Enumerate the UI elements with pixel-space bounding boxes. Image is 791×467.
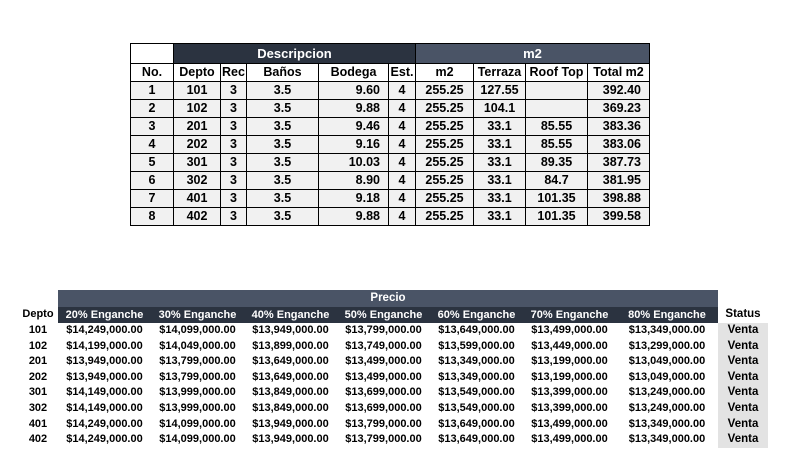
price-cell: $13,799,000.00 bbox=[345, 433, 422, 446]
price-cell: $13,199,000.00 bbox=[531, 355, 608, 368]
status-cell: Venta bbox=[718, 417, 768, 433]
price-cell: $13,949,000.00 bbox=[66, 370, 143, 383]
table-cell: 9.18 bbox=[319, 190, 389, 208]
table-cell: 3.5 bbox=[247, 172, 319, 190]
enganche-column-header: 70% Enganche bbox=[523, 307, 616, 323]
price-cell: $13,349,000.00 bbox=[438, 355, 515, 368]
table-row bbox=[18, 385, 768, 401]
table-cell: 255.25 bbox=[416, 208, 474, 226]
price-cell: $13,949,000.00 bbox=[66, 355, 143, 368]
price-cell: $13,949,000.00 bbox=[252, 433, 329, 446]
column-header: Total m2 bbox=[588, 64, 650, 82]
table-cell: 101.35 bbox=[526, 208, 588, 226]
table-cell: 383.36 bbox=[588, 118, 650, 136]
table-cell: 3 bbox=[221, 208, 247, 226]
price-cell: $13,649,000.00 bbox=[252, 370, 329, 383]
enganche-column-header: 50% Enganche bbox=[337, 307, 430, 323]
table-cell: 6 bbox=[131, 172, 174, 190]
table-row bbox=[131, 154, 650, 172]
column-header: m2 bbox=[416, 64, 474, 82]
price-cell: $14,149,000.00 bbox=[66, 386, 143, 399]
table-cell: 392.40 bbox=[588, 82, 650, 100]
status-cell: Venta bbox=[718, 354, 768, 370]
table-cell: 301 bbox=[174, 154, 221, 172]
table-cell: 3.5 bbox=[247, 208, 319, 226]
price-cell: $13,199,000.00 bbox=[531, 370, 608, 383]
price-cell: $13,749,000.00 bbox=[345, 339, 422, 352]
table-row bbox=[18, 401, 768, 417]
table-cell: 383.06 bbox=[588, 136, 650, 154]
table-cell: 10.03 bbox=[319, 154, 389, 172]
table-cell: 3 bbox=[221, 118, 247, 136]
price-cell: $13,349,000.00 bbox=[628, 417, 706, 430]
price-cell: $13,549,000.00 bbox=[438, 386, 515, 399]
price-cell: $13,349,000.00 bbox=[438, 370, 515, 383]
table-row bbox=[131, 190, 650, 208]
price-cell: $14,099,000.00 bbox=[159, 433, 236, 446]
price-cell: $14,099,000.00 bbox=[159, 417, 236, 430]
table-cell: 201 bbox=[174, 118, 221, 136]
price-cell: $13,449,000.00 bbox=[531, 339, 608, 352]
column-header: Baños bbox=[247, 64, 319, 82]
column-header: Depto bbox=[174, 64, 221, 82]
price-title: Precio bbox=[58, 290, 718, 307]
table-cell: 9.88 bbox=[319, 208, 389, 226]
table-row bbox=[18, 417, 768, 433]
table-cell: 387.73 bbox=[588, 154, 650, 172]
column-header-row bbox=[131, 64, 650, 82]
column-header: Bodega bbox=[319, 64, 389, 82]
table-row bbox=[131, 172, 650, 190]
table-cell: 33.1 bbox=[474, 190, 526, 208]
price-title-row bbox=[18, 290, 768, 307]
depto-header: Depto bbox=[22, 308, 54, 321]
table-cell: 33.1 bbox=[474, 118, 526, 136]
depto-cell: 402 bbox=[28, 433, 48, 446]
table-cell: 7 bbox=[131, 190, 174, 208]
enganche-column-header: 40% Enganche bbox=[244, 307, 337, 323]
price-cell: $13,699,000.00 bbox=[345, 401, 422, 414]
blank-corner-cell bbox=[131, 44, 174, 64]
price-cell: $14,099,000.00 bbox=[159, 324, 236, 336]
table-cell: 9.16 bbox=[319, 136, 389, 154]
table-row bbox=[18, 354, 768, 370]
column-header: Rec bbox=[221, 64, 247, 82]
table-cell: 3.5 bbox=[247, 136, 319, 154]
table-cell: 3.5 bbox=[247, 118, 319, 136]
price-cell: $13,799,000.00 bbox=[159, 355, 236, 368]
table-cell: 255.25 bbox=[416, 100, 474, 118]
price-cell: $14,249,000.00 bbox=[66, 324, 143, 336]
table-cell: 1 bbox=[131, 82, 174, 100]
table-cell: 3 bbox=[221, 100, 247, 118]
table-cell: 33.1 bbox=[474, 136, 526, 154]
depto-cell: 201 bbox=[28, 355, 48, 368]
enganche-column-header: 20% Enganche bbox=[58, 307, 151, 323]
table-cell: 369.23 bbox=[588, 100, 650, 118]
price-cell: $13,399,000.00 bbox=[531, 401, 608, 414]
table-cell: 3.5 bbox=[247, 154, 319, 172]
table-cell: 255.25 bbox=[416, 190, 474, 208]
depto-cell: 102 bbox=[28, 339, 48, 352]
table-row bbox=[18, 323, 768, 339]
price-cell: $13,049,000.00 bbox=[628, 355, 706, 368]
units-table bbox=[130, 43, 650, 226]
table-cell: 3 bbox=[221, 154, 247, 172]
table-cell bbox=[526, 100, 588, 118]
table-cell: 255.25 bbox=[416, 172, 474, 190]
table-cell: 33.1 bbox=[474, 172, 526, 190]
table-cell bbox=[526, 82, 588, 100]
table-cell: 255.25 bbox=[416, 154, 474, 172]
table-cell: 4 bbox=[389, 82, 416, 100]
table-cell: 3 bbox=[131, 118, 174, 136]
depto-cell: 401 bbox=[28, 417, 48, 430]
status-header: Status bbox=[725, 308, 761, 321]
price-cell: $13,899,000.00 bbox=[252, 339, 329, 352]
table-cell: 399.58 bbox=[588, 208, 650, 226]
price-cell: $13,799,000.00 bbox=[345, 417, 422, 430]
price-cell: $14,049,000.00 bbox=[159, 339, 236, 352]
status-cell: Venta bbox=[718, 385, 768, 401]
price-cell: $13,249,000.00 bbox=[628, 401, 706, 414]
table-row bbox=[131, 100, 650, 118]
price-cell: $13,049,000.00 bbox=[628, 370, 706, 383]
price-cell: $13,649,000.00 bbox=[252, 355, 329, 368]
price-cell: $13,949,000.00 bbox=[252, 417, 329, 430]
price-cell: $13,849,000.00 bbox=[252, 401, 329, 414]
column-header: Terraza bbox=[474, 64, 526, 82]
price-cell: $13,649,000.00 bbox=[438, 417, 515, 430]
table-cell: 302 bbox=[174, 172, 221, 190]
table-cell: 9.60 bbox=[319, 82, 389, 100]
price-cell: $13,499,000.00 bbox=[345, 370, 422, 383]
price-cell: $13,299,000.00 bbox=[628, 339, 706, 352]
price-cell: $14,199,000.00 bbox=[66, 339, 143, 352]
price-title-spacer bbox=[18, 290, 58, 307]
status-cell: Venta bbox=[718, 323, 768, 339]
price-cell: $13,599,000.00 bbox=[438, 339, 515, 352]
price-cell: $13,999,000.00 bbox=[159, 401, 236, 414]
table-cell: 3 bbox=[221, 190, 247, 208]
group-header-row bbox=[131, 44, 650, 64]
table-cell: 398.88 bbox=[588, 190, 650, 208]
table-cell: 8.90 bbox=[319, 172, 389, 190]
price-cell: $13,499,000.00 bbox=[345, 355, 422, 368]
table-cell: 104.1 bbox=[474, 100, 526, 118]
column-header: No. bbox=[131, 64, 174, 82]
table-cell: 255.25 bbox=[416, 136, 474, 154]
price-cell: $13,249,000.00 bbox=[628, 386, 706, 399]
table-cell: 3 bbox=[221, 172, 247, 190]
table-cell: 4 bbox=[389, 100, 416, 118]
table-cell: 381.95 bbox=[588, 172, 650, 190]
table-cell: 4 bbox=[389, 190, 416, 208]
table-cell: 3 bbox=[221, 82, 247, 100]
table-cell: 3.5 bbox=[247, 100, 319, 118]
table-row bbox=[18, 432, 768, 448]
group-header-m2: m2 bbox=[416, 44, 650, 64]
depto-cell: 202 bbox=[28, 370, 48, 383]
table-row bbox=[131, 82, 650, 100]
status-cell: Venta bbox=[718, 432, 768, 448]
table-cell: 85.55 bbox=[526, 136, 588, 154]
table-row bbox=[18, 339, 768, 355]
table-row bbox=[18, 370, 768, 386]
price-cell: $13,799,000.00 bbox=[159, 370, 236, 383]
table-cell: 4 bbox=[389, 172, 416, 190]
group-header-descripcion: Descripcion bbox=[174, 44, 416, 64]
price-cell: $13,649,000.00 bbox=[438, 324, 515, 336]
table-cell: 5 bbox=[131, 154, 174, 172]
price-cell: $13,399,000.00 bbox=[531, 386, 608, 399]
price-cell: $13,999,000.00 bbox=[159, 386, 236, 399]
table-cell: 101 bbox=[174, 82, 221, 100]
price-title-spacer-right bbox=[718, 290, 768, 307]
table-cell: 4 bbox=[389, 136, 416, 154]
table-cell: 401 bbox=[174, 190, 221, 208]
table-cell: 8 bbox=[131, 208, 174, 226]
table-cell: 84.7 bbox=[526, 172, 588, 190]
price-cell: $14,249,000.00 bbox=[66, 433, 143, 446]
table-cell: 255.25 bbox=[416, 82, 474, 100]
table-cell: 3.5 bbox=[247, 190, 319, 208]
table-row bbox=[131, 136, 650, 154]
table-cell: 85.55 bbox=[526, 118, 588, 136]
price-table bbox=[18, 290, 768, 448]
price-cell: $14,149,000.00 bbox=[66, 401, 143, 414]
depto-cell: 302 bbox=[28, 401, 48, 414]
table-cell: 33.1 bbox=[474, 154, 526, 172]
price-cell: $13,499,000.00 bbox=[531, 324, 608, 336]
status-cell: Venta bbox=[718, 370, 768, 386]
table-cell: 33.1 bbox=[474, 208, 526, 226]
table-row bbox=[131, 118, 650, 136]
table-cell: 3.5 bbox=[247, 82, 319, 100]
price-cell: $13,549,000.00 bbox=[438, 401, 515, 414]
table-cell: 4 bbox=[389, 208, 416, 226]
column-header: Est. bbox=[389, 64, 416, 82]
table-cell: 127.55 bbox=[474, 82, 526, 100]
table-cell: 4 bbox=[389, 118, 416, 136]
price-cell: $13,349,000.00 bbox=[628, 324, 706, 336]
price-cell: $13,849,000.00 bbox=[252, 386, 329, 399]
enganche-column-header: 30% Enganche bbox=[151, 307, 244, 323]
status-cell: Venta bbox=[718, 339, 768, 355]
price-cell: $13,799,000.00 bbox=[345, 324, 422, 336]
depto-cell: 301 bbox=[28, 386, 48, 399]
table-cell: 102 bbox=[174, 100, 221, 118]
column-header: Roof Top bbox=[526, 64, 588, 82]
table-cell: 3 bbox=[221, 136, 247, 154]
table-cell: 4 bbox=[389, 154, 416, 172]
price-cell: $14,249,000.00 bbox=[66, 417, 143, 430]
price-cell: $13,699,000.00 bbox=[345, 386, 422, 399]
table-cell: 4 bbox=[131, 136, 174, 154]
table-cell: 255.25 bbox=[416, 118, 474, 136]
table-row bbox=[131, 208, 650, 226]
table-cell: 101.35 bbox=[526, 190, 588, 208]
table-cell: 202 bbox=[174, 136, 221, 154]
enganche-column-header: 80% Enganche bbox=[616, 307, 718, 323]
status-cell: Venta bbox=[718, 401, 768, 417]
price-cell: $13,949,000.00 bbox=[252, 324, 329, 336]
price-cell: $13,349,000.00 bbox=[628, 433, 706, 446]
table-cell: 2 bbox=[131, 100, 174, 118]
table-cell: 9.46 bbox=[319, 118, 389, 136]
depto-cell: 101 bbox=[28, 324, 48, 336]
enganche-column-header: 60% Enganche bbox=[430, 307, 523, 323]
table-cell: 89.35 bbox=[526, 154, 588, 172]
table-cell: 402 bbox=[174, 208, 221, 226]
price-cell: $13,499,000.00 bbox=[531, 433, 608, 446]
table-cell: 9.88 bbox=[319, 100, 389, 118]
price-cell: $13,649,000.00 bbox=[438, 433, 515, 446]
price-header-row bbox=[18, 307, 768, 323]
price-cell: $13,499,000.00 bbox=[531, 417, 608, 430]
